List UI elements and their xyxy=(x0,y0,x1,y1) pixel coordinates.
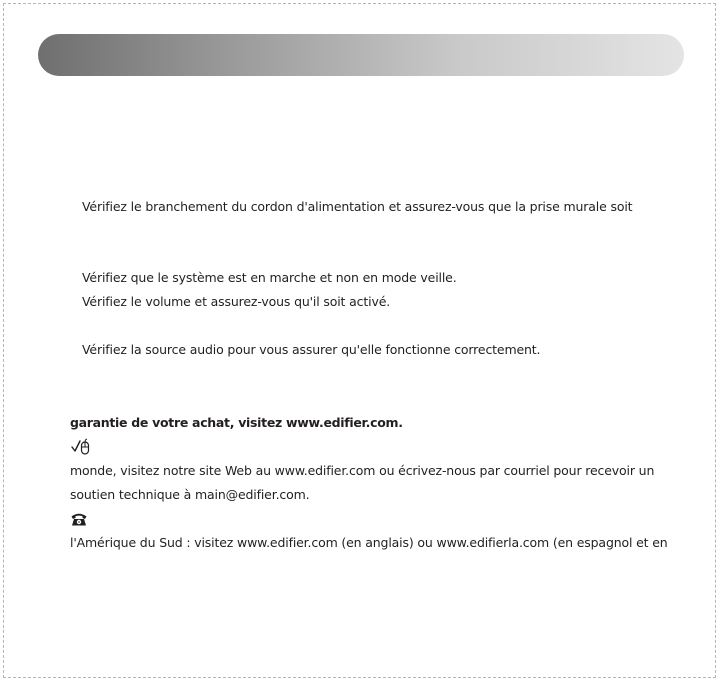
troubleshoot-volume-text: Vérifiez le volume et assurez-vous qu'il soit activé. xyxy=(82,294,391,309)
warranty-text: garantie de votre achat, visitez www.edifier.com. xyxy=(70,415,403,430)
page-frame xyxy=(3,3,716,678)
header-bar xyxy=(38,34,684,76)
troubleshoot-source-text: Vérifiez la source audio pour vous assurer qu'elle fonctionne correctement. xyxy=(82,342,541,357)
phone-support-text: l'Amérique du Sud : visitez www.edifier.com (en anglais) ou www.edifierla.com (en espagnol et en xyxy=(70,535,668,550)
telephone-icon xyxy=(70,510,92,528)
troubleshoot-standby-text: Vérifiez que le système est en marche et non en mode veille. xyxy=(82,270,457,285)
email-support-text-2: soutien technique à main@edifier.com. xyxy=(70,487,310,502)
mouse-icon xyxy=(70,438,92,456)
email-support-text-1: monde, visitez notre site Web au www.edifier.com ou écrivez-nous par courriel pour recevoir un xyxy=(70,463,655,478)
troubleshoot-power-text: Vérifiez le branchement du cordon d'alimentation et assurez-vous que la prise murale soit xyxy=(82,199,633,214)
